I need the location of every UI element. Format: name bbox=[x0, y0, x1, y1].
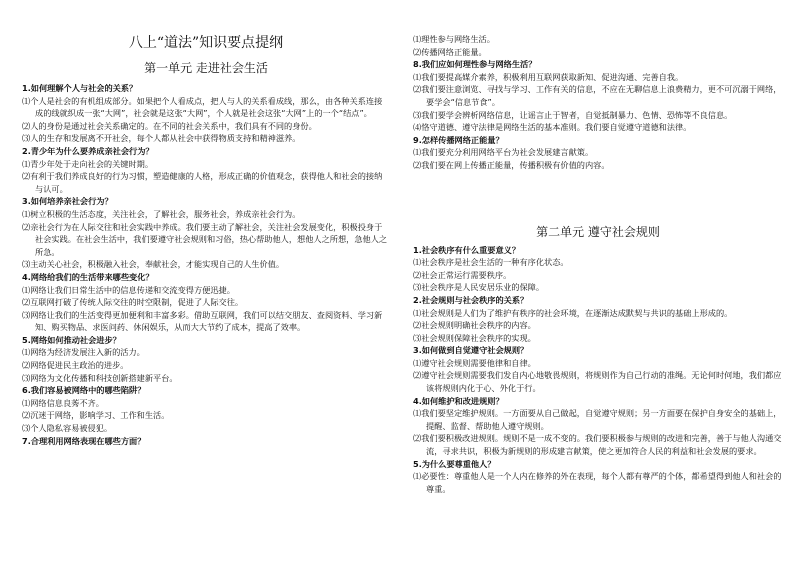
answer-point: ⑵我们要注意浏览、寻找与学习、工作有关的信息，不应在无聊信息上浪费精力，更不可沉溺于网络，要学会“信息节食”。 bbox=[413, 84, 782, 107]
question-heading: 2.社会规则与社会秩序的关系？ bbox=[413, 294, 529, 305]
question-heading: 3.如何培养亲社会行为？ bbox=[22, 196, 113, 207]
question-heading: 8.我们应如何理性参与网络生活？ bbox=[413, 59, 537, 70]
right-content-unit2 bbox=[413, 244, 783, 496]
answer-point: ⑶个人隐私容易被侵犯。 bbox=[22, 423, 113, 434]
answer-point: ⑵社会规则明确社会秩序的内容。 bbox=[413, 320, 536, 331]
question-heading: 9.怎样传播网络正能量？ bbox=[413, 134, 504, 145]
answer-point: ⑴树立积极的生活态度，关注社会，了解社会，服务社会，养成亲社会行为。 bbox=[22, 208, 301, 219]
answer-point: ⑶主动关心社会，积极融入社会，奉献社会，才能实现自己的人生价值。 bbox=[22, 259, 285, 270]
answer-point: ⑵网络促进民主政治的进步。 bbox=[22, 360, 129, 371]
question-heading: 3.如何做到自觉遵守社会规则？ bbox=[413, 345, 529, 356]
answer-point: ⑴社会规则是人们为了维护有秩序的社会环境，在逐渐达成默契与共识的基础上形成的。 bbox=[413, 307, 733, 318]
answer-point: ⑴个人是社会的有机组成部分。如果把个人看成点，把人与人的关系看成线，那么，由各种关系连接成的线就织成一张“大网”，社会就是这张“大网”，个人就是社会这张“大网”上的一个“结点”。 bbox=[22, 95, 383, 119]
answer-point: ⑵人的身份是通过社会关系确定的。在不同的社会关系中，我们具有不同的身份。 bbox=[22, 120, 317, 131]
answer-point: ⑶网络让我们的生活变得更加便利和丰富多彩。借助互联网，我们可以结交朋友、查阅资料、学习新知、购买物品、求医问药、休闲娱乐，从而大大节约了成本，提高了效率。 bbox=[22, 309, 383, 333]
question-heading: 5.为什么要尊重他人？ bbox=[413, 458, 496, 469]
answer-point: ⑵我们要积极改进规则。规则不是一成不变的。我们要积极参与规则的改进和完善，善于与他人沟通交流，寻求共识，积极为新规则的形成建言献策，使之更加符合人民的利益和社会发展的要求。 bbox=[413, 433, 782, 457]
answer-point: ⑵遵守社会规则需要我们发自内心地敬畏规则，将规则作为自己行动的准绳。无论何时何地，我们都应该将规则内化于心、外化于行。 bbox=[413, 370, 782, 394]
answer-point: ⑵亲社会行为在人际交往和社会实践中养成。我们要主动了解社会，关注社会发展变化，积极投身于社会实践。在社会生活中，我们要遵守社会规则和习俗，热心帮助他人，想他人之所想，急他人之所急。 bbox=[22, 221, 388, 257]
answer-point: ⑴网络为经济发展注入新的活力。 bbox=[22, 347, 145, 358]
answer-point: ⑶网络为文化传播和科技创新搭建新平台。 bbox=[22, 372, 178, 383]
answer-point: ⑴我们要提高媒介素养，积极利用互联网获取新知、促进沟通、完善自我。 bbox=[413, 71, 684, 82]
question-heading: 6.我们容易被网络中的哪些陷阱？ bbox=[22, 385, 146, 396]
answer-point: ⑶社会秩序是人民安居乐业的保障。 bbox=[413, 282, 545, 293]
answer-point: ⑵传播网络正能量。 bbox=[413, 46, 487, 57]
question-heading: 5.网络如何推动社会进步？ bbox=[22, 334, 121, 345]
right-column bbox=[413, 33, 783, 495]
answer-point: ⑴青少年处于走向社会的关键时期。 bbox=[22, 158, 154, 169]
answer-point: ⑵我们要在网上传播正能量，传播积极有价值的内容。 bbox=[413, 159, 610, 170]
right-content-unit1 bbox=[413, 33, 783, 172]
question-heading: 4.网络给我们的生活带来哪些变化？ bbox=[22, 271, 154, 282]
question-heading: 4.如何维护和改进规则？ bbox=[413, 395, 504, 406]
unit-2-title: 第二单元 遵守社会规则 bbox=[536, 224, 660, 239]
answer-point: ⑴网络让我们日常生活中的信息传递和交流变得方便迅捷。 bbox=[22, 284, 235, 295]
left-content bbox=[22, 82, 390, 447]
answer-point: ⑶我们要学会辨析网络信息，让谣言止于智者，自觉抵制暴力、色情、恐怖等不良信息。 bbox=[413, 109, 733, 120]
answer-point: ⑴遵守社会规则需要他律和自律。 bbox=[413, 357, 536, 368]
answer-point: ⑵有利于我们养成良好的行为习惯，塑造健康的人格，形成正确的价值观念，获得他人和社会的接纳与认可。 bbox=[22, 171, 383, 194]
answer-point: ⑴网络信息良莠不齐。 bbox=[22, 397, 104, 408]
left-column bbox=[22, 0, 390, 447]
question-heading: 7.合理利用网络表现在哪些方面？ bbox=[22, 435, 146, 446]
unit-1-title: 第一单元 走进社会生活 bbox=[144, 61, 268, 75]
answer-point: ⑵社会正常运行需要秩序。 bbox=[413, 269, 512, 280]
answer-point: ⑶社会规则保障社会秩序的实现。 bbox=[413, 332, 536, 343]
answer-point: ⑴社会秩序是社会生活的一种有序化状态。 bbox=[413, 257, 569, 268]
answer-point: ⑵沉迷于网络，影响学习、工作和生活。 bbox=[22, 410, 170, 421]
question-heading: 1.社会秩序有什么重要意义？ bbox=[413, 244, 521, 255]
answer-point: ⑴我们要充分利用网络平台为社会发展建言献策。 bbox=[413, 147, 594, 158]
document-title: 八上“道法”知识要点提纲 bbox=[128, 35, 284, 51]
answer-point: ⑴必要性：尊重他人是一个人内在修养的外在表现，每个人都有尊严的个体，都希望得到他人和社会的尊重。 bbox=[413, 471, 782, 494]
answer-point: ⑴我们要坚定维护规则。一方面要从自己做起，自觉遵守规则；另一方面要在保护自身安全的基础上，提醒、监督、帮助他人遵守规则。 bbox=[413, 408, 782, 431]
question-heading: 2.青少年为什么要养成亲社会行为？ bbox=[22, 145, 154, 156]
question-heading: 1.如何理解个人与社会的关系？ bbox=[22, 83, 138, 93]
answer-point: ⑵互联网打破了传统人际交往的时空限制，促进了人际交往。 bbox=[22, 297, 244, 308]
answer-point: ⑷恪守道德、遵守法律是网络生活的基本准则。我们要自觉遵守道德和法律。 bbox=[413, 122, 692, 133]
answer-point: ⑶人的生存和发展离不开社会，每个人都从社会中获得物质支持和精神滋养。 bbox=[22, 133, 301, 144]
answer-point: ⑴理性参与网络生活。 bbox=[413, 34, 495, 44]
